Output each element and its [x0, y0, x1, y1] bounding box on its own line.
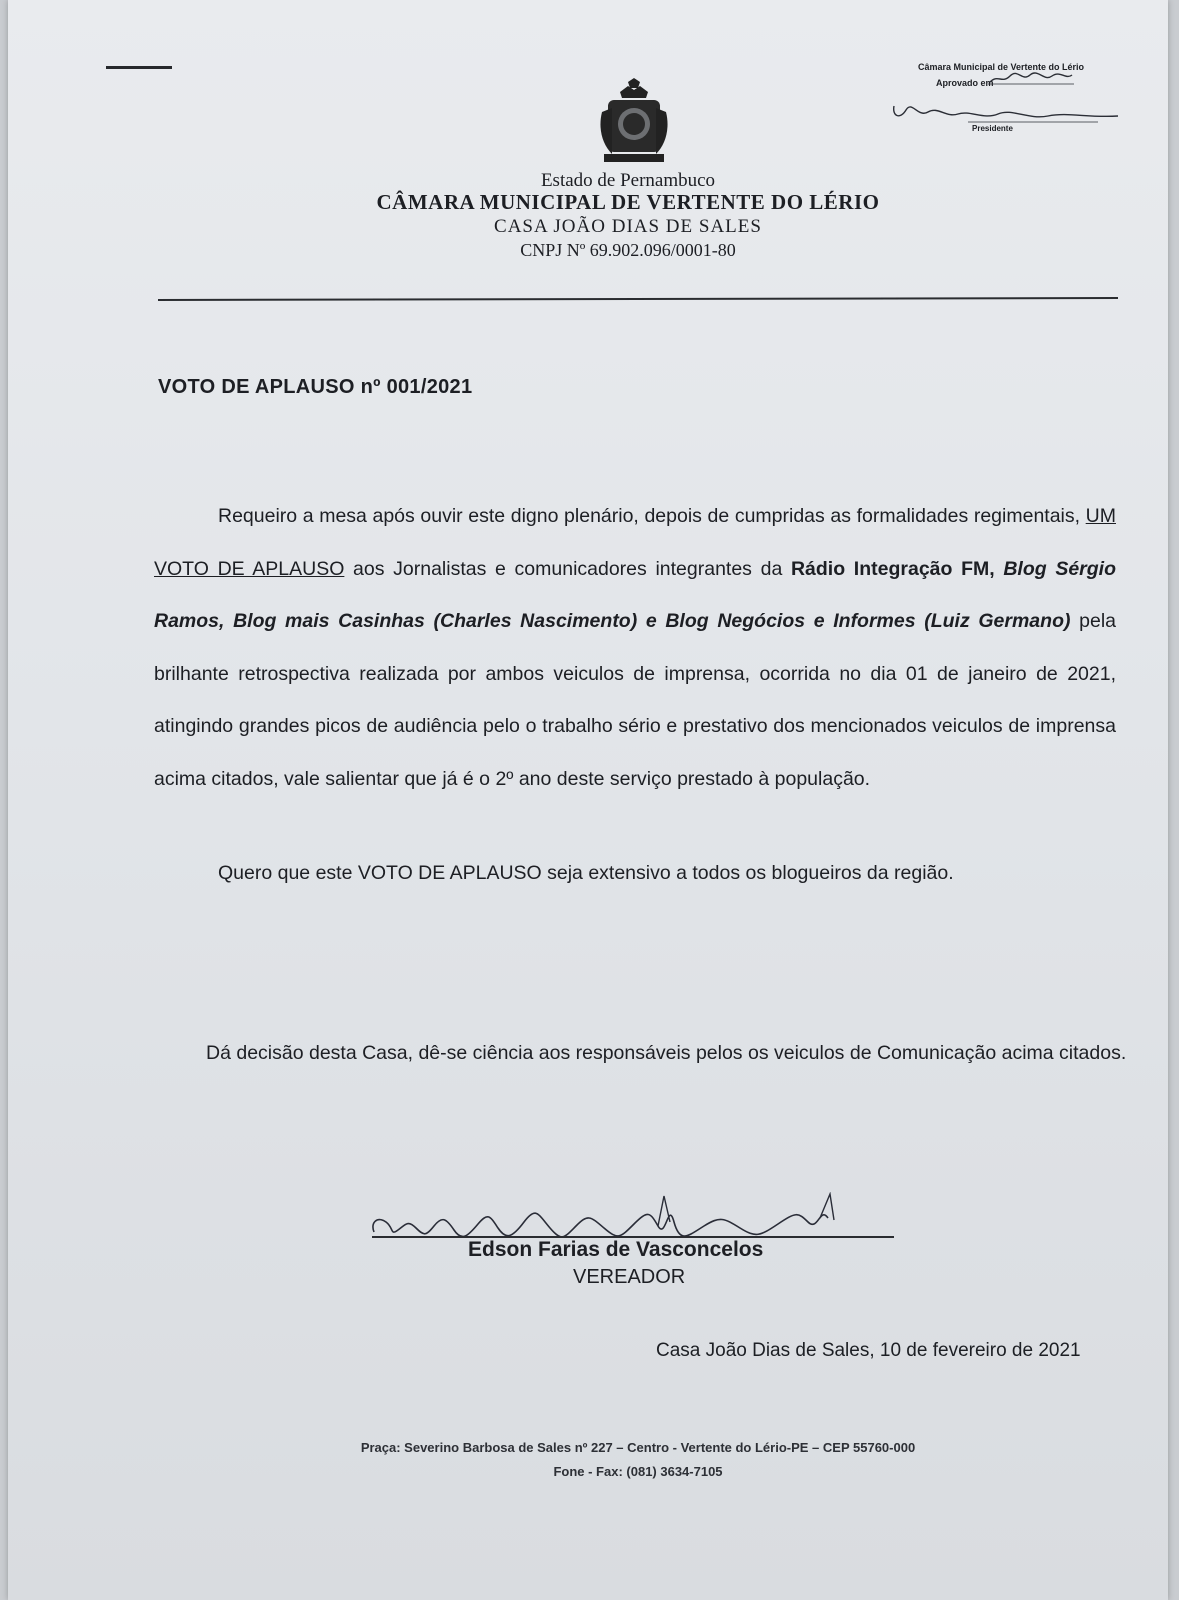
vote-highlight: UM VOTO DE APLAUSO [154, 505, 1116, 580]
signer-role: VEREADOR [573, 1266, 686, 1288]
document-title: VOTO DE APLAUSO nº 001/2021 [158, 376, 473, 398]
paragraph-request [154, 490, 1116, 805]
municipal-coat-of-arms-icon [598, 78, 670, 166]
approval-stamp [888, 58, 1128, 138]
radio-name: Rádio Integração FM, [790, 557, 1004, 580]
header-divider [158, 297, 1118, 301]
header-cnpj: CNPJ Nº 69.902.096/0001-80 [520, 240, 736, 260]
footer-address: Praça: Severino Barbosa de Sales nº 227 – Centro - Vertente do Lério-PE – CEP 55760-000 [360, 1440, 916, 1455]
header-casa: CASA JOÃO DIAS DE SALES [494, 216, 762, 237]
stamp-line-2: Aprovado em [936, 78, 994, 88]
document-page [8, 0, 1168, 1600]
footer-phone: Fone - Fax: (081) 3634-7105 [553, 1464, 723, 1479]
paragraph-extension: Quero que este VOTO DE APLAUSO seja extensivo a todos os blogueiros da região. [218, 862, 954, 884]
paragraph-rest: pela brilhante retrospectiva realizada por ambos veiculos de imprensa, ocorrida no dia 01 de janeiro de 2021, atingindo grandes picos de audiência pelo o trabalho sério e prestativo dos mencionados veiculos de imprensa acima citados, vale salientar que já é o 2º ano deste serviço prestado à população. [154, 610, 1117, 790]
stamp-line-1: Câmara Municipal de Vertente do Lério [918, 62, 1085, 72]
stamp-line-3: Presidente [972, 124, 1013, 133]
stamp-signature-icon [888, 96, 1128, 126]
stamp-handwritten-date [988, 70, 1074, 86]
paragraph-decision: Dá decisão desta Casa, dê-se ciência aos responsáveis pelos os veiculos de Comunicação acima citados. [206, 1042, 1127, 1064]
header-state: Estado de Pernambuco [540, 170, 716, 191]
date-line: Casa João Dias de Sales, 10 de fevereiro de 2021 [656, 1340, 1081, 1361]
signer-name: Edson Farias de Vasconcelos [468, 1238, 764, 1261]
margin-dash [106, 66, 172, 69]
blog-names: Blog Sérgio Ramos, Blog mais Casinhas (Charles Nascimento) e Blog Negócios e Informes (Luiz Germano) [154, 557, 1117, 632]
paragraph-intro: Requeiro a mesa após ouvir este digno plenário, depois de cumpridas as formalidades regimentais, [218, 505, 1086, 527]
paragraph-mid: aos Jornalistas e comunicadores integrantes da [344, 557, 791, 580]
header-camara: CÂMARA MUNICIPAL DE VERTENTE DO LÉRIO [376, 190, 880, 214]
